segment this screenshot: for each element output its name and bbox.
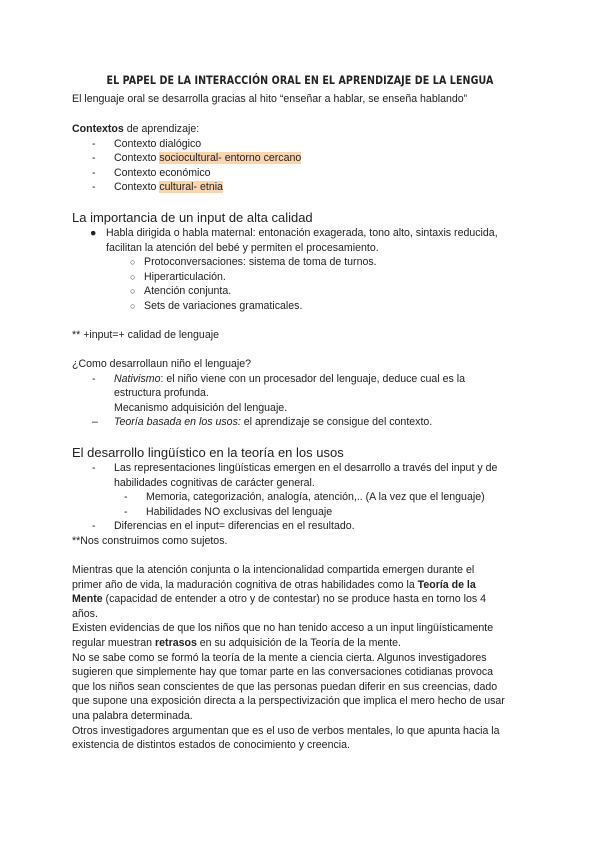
input-heading: La importancia de un input de alta calidad xyxy=(72,210,313,225)
input-list xyxy=(72,226,528,314)
como-question: ¿Como desarrollaun niño el lenguaje? xyxy=(72,358,252,370)
list-item: - Contexto económico xyxy=(92,166,211,179)
list-item: - Las representaciones lingüísticas emergen en el desarrollo a través del input y de xyxy=(92,462,498,474)
paragraph-line: existencia de distintos estados de conocimiento y creencia. xyxy=(72,739,350,752)
paragraph-line: sugieren que simplemente hay que tomar parte en las conversaciones cotidianas provoca xyxy=(72,666,494,679)
highlighted-text: cultural- etnia xyxy=(159,181,223,194)
paragraph-line: Existen evidencias de que los niños que no han tenido acceso a un input lingüísticamente xyxy=(72,622,494,635)
paragraph-line: Mente (capacidad de entender a otro y de contestar) no se produce hasta en torno los 4 xyxy=(72,593,486,606)
sub-list-item: ○ Hiperarticulación. xyxy=(130,270,226,283)
list-item: - Contexto dialógico xyxy=(92,137,202,150)
input-note: ** +input=+ calidad de lenguaje xyxy=(72,329,219,341)
paragraph-line: No se sabe como se formó la teoría de la mente a ciencia cierta. Algunos investigadores xyxy=(72,651,487,664)
paragraph-line: Otros investigadores argumentan que es el uso de verbos mentales, lo que apunta hacia la xyxy=(72,724,500,737)
list-item: - Diferencias en el input= diferencias en el resultado. xyxy=(92,520,355,533)
paragraph-line: una palabra determinada. xyxy=(72,709,193,722)
list-item: - Nativismo: el niño viene con un procesador del lenguaje, deduce cual es la xyxy=(92,372,466,385)
sub-list-item: ○ Sets de variaciones gramaticales. xyxy=(130,299,303,312)
list-item-continuation: facilitan la atención del bebé y permiten el procesamiento. xyxy=(106,241,379,254)
sub-list-item: ○ Protoconversaciones: sistema de toma de turnos. xyxy=(130,256,377,269)
list-item-continuation: habilidades cognitivas de carácter general. xyxy=(114,476,315,489)
sub-list-item: - Memoria, categorización, analogía, atención,.. (A la vez que el lenguaje) xyxy=(124,491,485,504)
intro-text: El lenguaje oral se desarrolla gracias al hito “enseñar a hablar, se enseña hablando” xyxy=(72,93,468,105)
como-section xyxy=(72,357,528,430)
desarrollo-heading: El desarrollo lingüístico en la teoría en los usos xyxy=(72,445,344,460)
body-paragraphs xyxy=(72,563,528,753)
list-item-continuation: Mecanismo adquisición del lenguaje. xyxy=(114,401,288,414)
sub-list-item: ○ Atención conjunta. xyxy=(130,285,232,298)
document-title: EL PAPEL DE LA INTERACCIÓN ORAL EN EL APRENDIZAJE DE LA LENGUA xyxy=(106,73,494,87)
contextos-heading: Contextos de aprendizaje: xyxy=(72,123,200,135)
contextos-section xyxy=(72,122,528,195)
list-item: - Contexto cultural- etnia xyxy=(92,181,223,194)
paragraph-line: que supone una exposición directa a la perspectivización que implica el mero hecho de usar xyxy=(72,695,505,708)
list-item: – Teoría basada en los usos: el aprendizaje se consigue del contexto. xyxy=(92,416,433,429)
paragraph-line: que los niños sean conscientes de que las personas puedan diferir en sus creencias, dado xyxy=(72,680,498,693)
paragraph-line: años. xyxy=(72,607,98,620)
desarrollo-list xyxy=(72,461,528,549)
list-item-continuation: estructura profunda. xyxy=(114,387,209,400)
paragraph-line: regular muestran retrasos en su adquisición de la Teoría de la mente. xyxy=(72,636,402,649)
desarrollo-note: **Nos construimos como sujetos. xyxy=(72,534,228,547)
highlighted-text: sociocultural- entorno cercano xyxy=(159,152,302,165)
paragraph-line: Mientras que la atención conjunta o la intencionalidad compartida emergen durante el xyxy=(72,564,475,576)
list-item: - Contexto sociocultural- entorno cercano xyxy=(92,152,302,165)
sub-list-item: - Habilidades NO exclusivas del lenguaje xyxy=(124,505,333,518)
list-item: ● Habla dirigida o habla maternal: entonación exagerada, tono alto, sintaxis reducida, xyxy=(90,227,498,239)
paragraph-line: primer año de vida, la maduración cognitiva de otras habilidades como la Teoría de la xyxy=(72,578,476,591)
